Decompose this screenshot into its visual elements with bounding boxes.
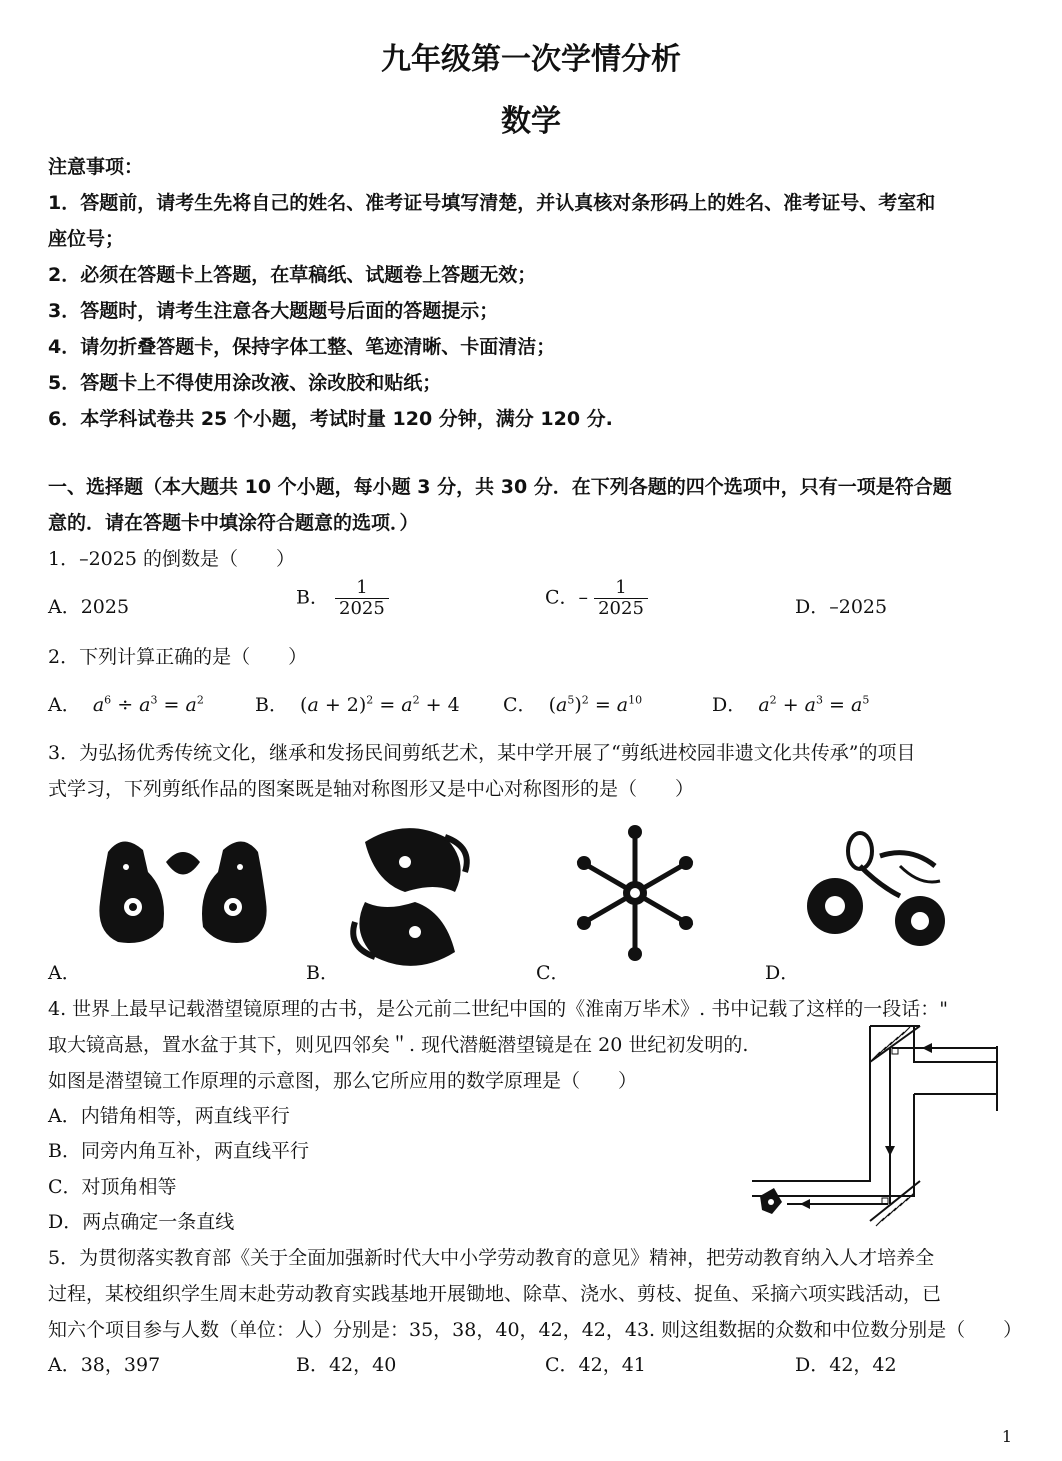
q4-option-d: D．两点确定一条直线 bbox=[48, 1211, 235, 1233]
notice-heading: 注意事项： bbox=[48, 156, 144, 178]
q3-option-a: A． bbox=[48, 962, 81, 984]
paper-cut-fish-image bbox=[345, 822, 475, 972]
q1-option-c-prefix: C．– bbox=[545, 586, 589, 609]
q4-option-a: A．内错角相等，两直线平行 bbox=[48, 1105, 290, 1127]
q3-option-b: B． bbox=[306, 962, 339, 984]
notice-item: 2．必须在答题卡上答题，在草稿纸、试题卷上答题无效； bbox=[48, 264, 537, 286]
q2-option-a bbox=[48, 690, 204, 717]
q2-option-c bbox=[503, 690, 642, 717]
q2-option-b bbox=[255, 690, 460, 717]
denominator: 2025 bbox=[598, 598, 644, 619]
denominator: 2025 bbox=[339, 598, 385, 619]
q2-option-d bbox=[712, 690, 869, 717]
notice-item: 3．答题时，请考生注意各大题题号后面的答题提示； bbox=[48, 300, 499, 322]
question-5-stem: 过程，某校组织学生周末赴劳动教育实践基地开展锄地、除草、浇水、剪枝、捉鱼、采摘六项实践活动，已 bbox=[48, 1283, 942, 1305]
q5-option-b: B．42，40 bbox=[296, 1354, 397, 1376]
q3-option-d: D． bbox=[765, 962, 800, 984]
formula-power-of-power: $(a^5)^2 = a^{10}$ bbox=[542, 693, 643, 716]
question-5-stem: 5．为贯彻落实教育部《关于全面加强新时代大中小学劳动教育的意见》精神，把劳动教育纳入人才培养全 bbox=[48, 1247, 935, 1269]
page-title: 九年级第一次学情分析 bbox=[381, 42, 681, 77]
q1-option-b-prefix: B． bbox=[296, 586, 329, 609]
notice-item: 6．本学科试卷共 25 个小题，考试时量 120 分钟，满分 120 分. bbox=[48, 408, 613, 430]
notice-item: 1．答题前，请考生先将自己的姓名、准考证号填写清楚，并认真核对条形码上的姓名、准考证号、考室和 bbox=[48, 192, 936, 214]
option-label: A． bbox=[48, 694, 81, 716]
fraction bbox=[335, 578, 389, 619]
question-4-stem: 如图是潜望镜工作原理的示意图，那么它所应用的数学原理是（ ） bbox=[48, 1070, 638, 1092]
question-3-stem: 式学习，下列剪纸作品的图案既是轴对称图形又是中心对称图形的是（ ） bbox=[48, 778, 695, 800]
periscope-diagram bbox=[752, 1016, 1002, 1242]
q5-option-d: D．42，42 bbox=[795, 1354, 897, 1376]
subject-title: 数学 bbox=[501, 104, 561, 139]
formula-sum-of-powers: $a^2 + a^3 = a^5$ bbox=[758, 693, 870, 716]
formula-a6-div-a3: $a^6 \div a^3 = a^2$ bbox=[92, 693, 204, 716]
section-heading: 一、选择题（本大题共 10 个小题，每小题 3 分，共 30 分．在下列各题的四个选项中，只有一项是符合题 bbox=[48, 476, 952, 498]
paper-cut-snowflake-image bbox=[570, 818, 700, 968]
notice-item: 座位号； bbox=[48, 228, 125, 250]
question-1-stem: 1．–2025 的倒数是（ ） bbox=[48, 548, 295, 570]
q5-option-c: C．42，41 bbox=[545, 1354, 646, 1376]
q3-option-c: C． bbox=[536, 962, 570, 984]
q1-option-b bbox=[296, 578, 389, 619]
notice-item: 5．答题卡上不得使用涂改液、涂改胶和贴纸； bbox=[48, 372, 442, 394]
q1-option-a: A．2025 bbox=[48, 596, 130, 618]
paper-cut-flower-bee-image bbox=[800, 826, 960, 956]
q5-option-a: A．38，397 bbox=[48, 1354, 161, 1376]
numerator: 1 bbox=[335, 578, 389, 599]
question-3-stem: 3．为弘扬优秀传统文化，继承和发扬民间剪纸艺术，某中学开展了“剪纸进校园非遗文化共传承”的项目 bbox=[48, 742, 916, 764]
question-4-stem: 4. 世界上最早记载潜望镜原理的古书，是公元前二世纪中国的《淮南万毕术》. 书中记载了这样的一段话：" bbox=[48, 998, 948, 1020]
q4-option-c: C．对顶角相等 bbox=[48, 1176, 177, 1198]
question-2-stem: 2．下列计算正确的是（ ） bbox=[48, 646, 308, 668]
section-heading: 意的．请在答题卡中填涂符合题意的选项．） bbox=[48, 512, 419, 534]
q1-option-c bbox=[545, 578, 648, 619]
page-number: 1 bbox=[1001, 1427, 1012, 1446]
notice-item: 4．请勿折叠答题卡，保持字体工整、笔迹清晰、卡面清洁； bbox=[48, 336, 556, 358]
option-label: C． bbox=[503, 694, 537, 716]
paper-cut-rabbits-image bbox=[88, 832, 278, 952]
option-label: D． bbox=[712, 694, 747, 716]
q1-option-d: D．–2025 bbox=[795, 596, 888, 618]
fraction bbox=[594, 578, 648, 619]
q4-option-b: B．同旁内角互补，两直线平行 bbox=[48, 1140, 309, 1162]
numerator: 1 bbox=[594, 578, 648, 599]
formula-square-of-sum: $(a + 2)^2 = a^2 + 4$ bbox=[294, 693, 460, 716]
question-5-stem: 知六个项目参与人数（单位：人）分别是：35，38，40，42，42，43. 则这组数据的众数和中位数分别是（ ） bbox=[48, 1319, 1023, 1341]
option-label: B． bbox=[255, 694, 288, 716]
question-4-stem: 取大镜高悬，置水盆于其下，则见四邻矣＂. 现代潜艇潜望镜是在 20 世纪初发明的. bbox=[48, 1034, 749, 1056]
